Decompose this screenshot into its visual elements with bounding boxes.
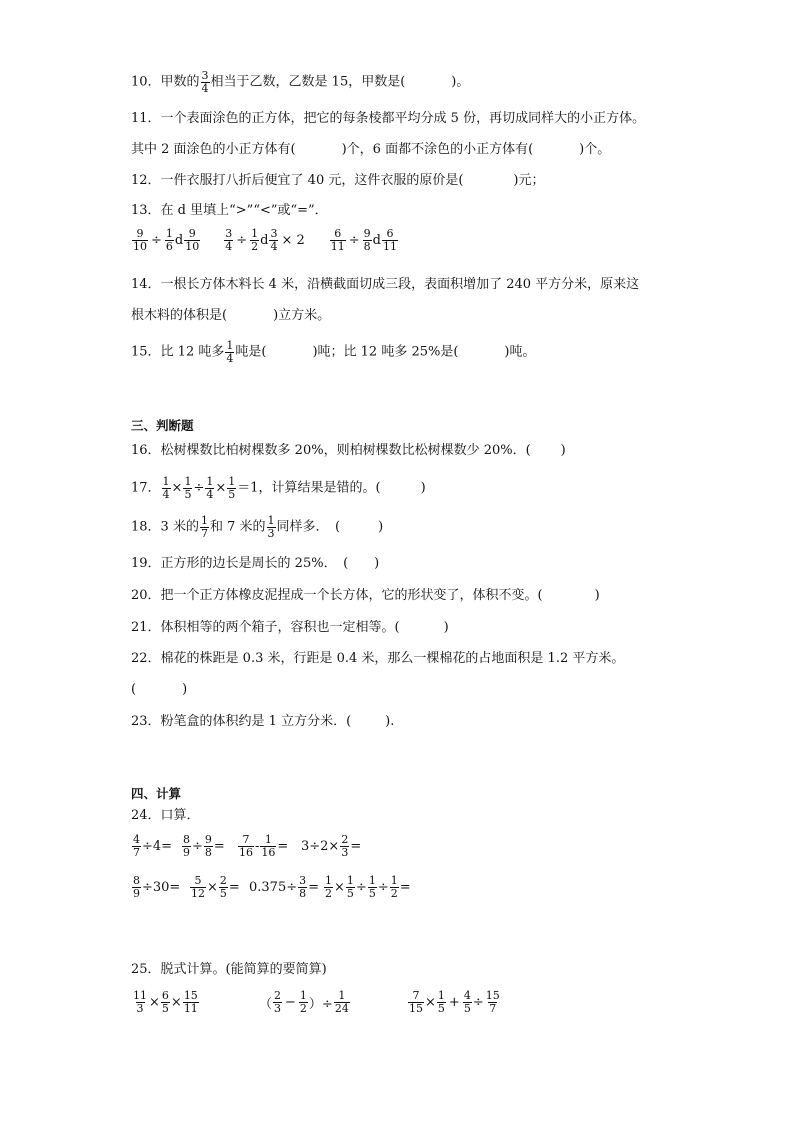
- question-14-line-2: 根木料的体积是( )立方米。: [131, 308, 331, 323]
- comparison-2: $\frac{3}{4}$ ÷ $\frac{1}{2}$ d $\frac{3}{4}$ × 2: [225, 227, 305, 253]
- step-calculation-row: [131, 990, 502, 1014]
- expression-1: $\frac{11}{3}$ × $\frac{6}{5}$ × $\frac{15}{11}$: [133, 989, 198, 1015]
- expression-3: $\frac{7}{15}$ × $\frac{1}{5}$ + $\frac{4}{5}$ ÷ $\frac{15}{7}$: [409, 989, 500, 1015]
- question-21: 21．体积相等的两个箱子，容积也一定相等。( ): [131, 620, 449, 635]
- question-15: 15．比 12 吨多 $\frac{1}{4}$ 吨是( )吨；比 12 吨多 25%是( )吨。: [131, 339, 536, 365]
- question-25-title: 25．脱式计算。(能简算的要简算): [131, 962, 327, 977]
- question-12: 12．一件衣服打八折后便宜了 40 元，这件衣服的原价是( )元；: [131, 173, 545, 188]
- section-title-calculation: 四、计算: [131, 786, 182, 801]
- question-11-line-1: 11．一个表面涂色的正方体，把它的每条棱都平均分成 5 份，再切成同样大的小正方体。: [131, 111, 646, 126]
- question-10: 10．甲数的 $\frac{3}{4}$ 相当于乙数，乙数是 15，甲数是( )。: [131, 69, 470, 95]
- compare-mark[interactable]: d: [174, 232, 184, 248]
- question-20: 20．把一个正方体橡皮泥捏成一个长方体，它的形状变了，体积不变。( ): [131, 588, 600, 603]
- expression: $\frac{1}{2}$ × $\frac{1}{5}$ ÷ $\frac{1}{5}$ ÷ $\frac{1}{2}$ =: [325, 874, 411, 900]
- comparison-1: $\frac{9}{10}$ ÷ $\frac{1}{6}$ d $\frac{9}{10}$: [133, 227, 200, 253]
- compare-mark[interactable]: d: [260, 232, 269, 248]
- compare-mark[interactable]: d: [372, 232, 381, 248]
- expression: $\frac{7}{16}$ - $\frac{1}{16}$ =: [239, 833, 289, 859]
- expression: $\frac{5}{12}$ × $\frac{2}{5}$ =: [191, 874, 240, 900]
- question-22-line-2: ( ): [131, 682, 188, 697]
- fraction: $\frac{3}{4}$: [201, 69, 209, 95]
- question-13: 13．在 d 里填上“>”“<”或“=”．: [131, 203, 328, 218]
- question-13-expressions: [131, 228, 399, 252]
- comparison-3: $\frac{6}{11}$ ÷ $\frac{9}{8}$ d $\frac{6}{11}$: [330, 227, 397, 253]
- question-18: 18．3 米的 $\frac{1}{7}$ 和 7 米的 $\frac{1}{3}$ 同样多． ( ): [131, 514, 384, 540]
- question-19: 19．正方形的边长是周长的 25%． ( ): [131, 556, 380, 571]
- expression: 0.375÷ $\frac{3}{8}$ =: [249, 874, 320, 900]
- expression: 3÷2× $\frac{2}{3}$ =: [301, 833, 362, 859]
- expression-2: （ $\frac{2}{3}$ − $\frac{1}{2}$ ）÷ $\frac{1}{24}$: [259, 989, 349, 1015]
- question-24-title: 24．口算．: [131, 808, 200, 823]
- mental-math-row-2: [131, 875, 411, 899]
- question-22-line-1: 22．棉花的株距是 0.3 米，行距是 0.4 米，那么一棵棉花的占地面积是 1.2 平方米。: [131, 651, 625, 666]
- section-title-judgement: 三、判断题: [131, 418, 194, 433]
- expression: $\frac{4}{7}$ ÷4=: [133, 833, 173, 859]
- question-17: 17． $\frac{1}{4}$ × $\frac{1}{5}$ ÷ $\frac{1}{4}$ × $\frac{1}{5}$ ＝1，计算结果是错的。( ): [131, 475, 426, 501]
- expression: $\frac{8}{9}$ ÷30=: [133, 874, 181, 900]
- mental-math-row-1: [131, 834, 361, 858]
- question-23: 23．粉笔盒的体积约是 1 立方分米．( ).: [131, 714, 395, 729]
- question-14-line-1: 14．一根长方体木料长 4 米，沿横截面切成三段，表面积增加了 240 平方分米，原来这: [131, 277, 640, 292]
- question-16: 16．松树棵数比柏树棵数多 20%，则柏树棵数比松树棵数少 20%．( ): [131, 443, 566, 458]
- question-11-line-2: 其中 2 面涂色的小正方体有( )个，6 面都不涂色的小正方体有( )个。: [131, 142, 611, 157]
- expression: $\frac{8}{9}$ ÷ $\frac{9}{8}$ =: [183, 833, 225, 859]
